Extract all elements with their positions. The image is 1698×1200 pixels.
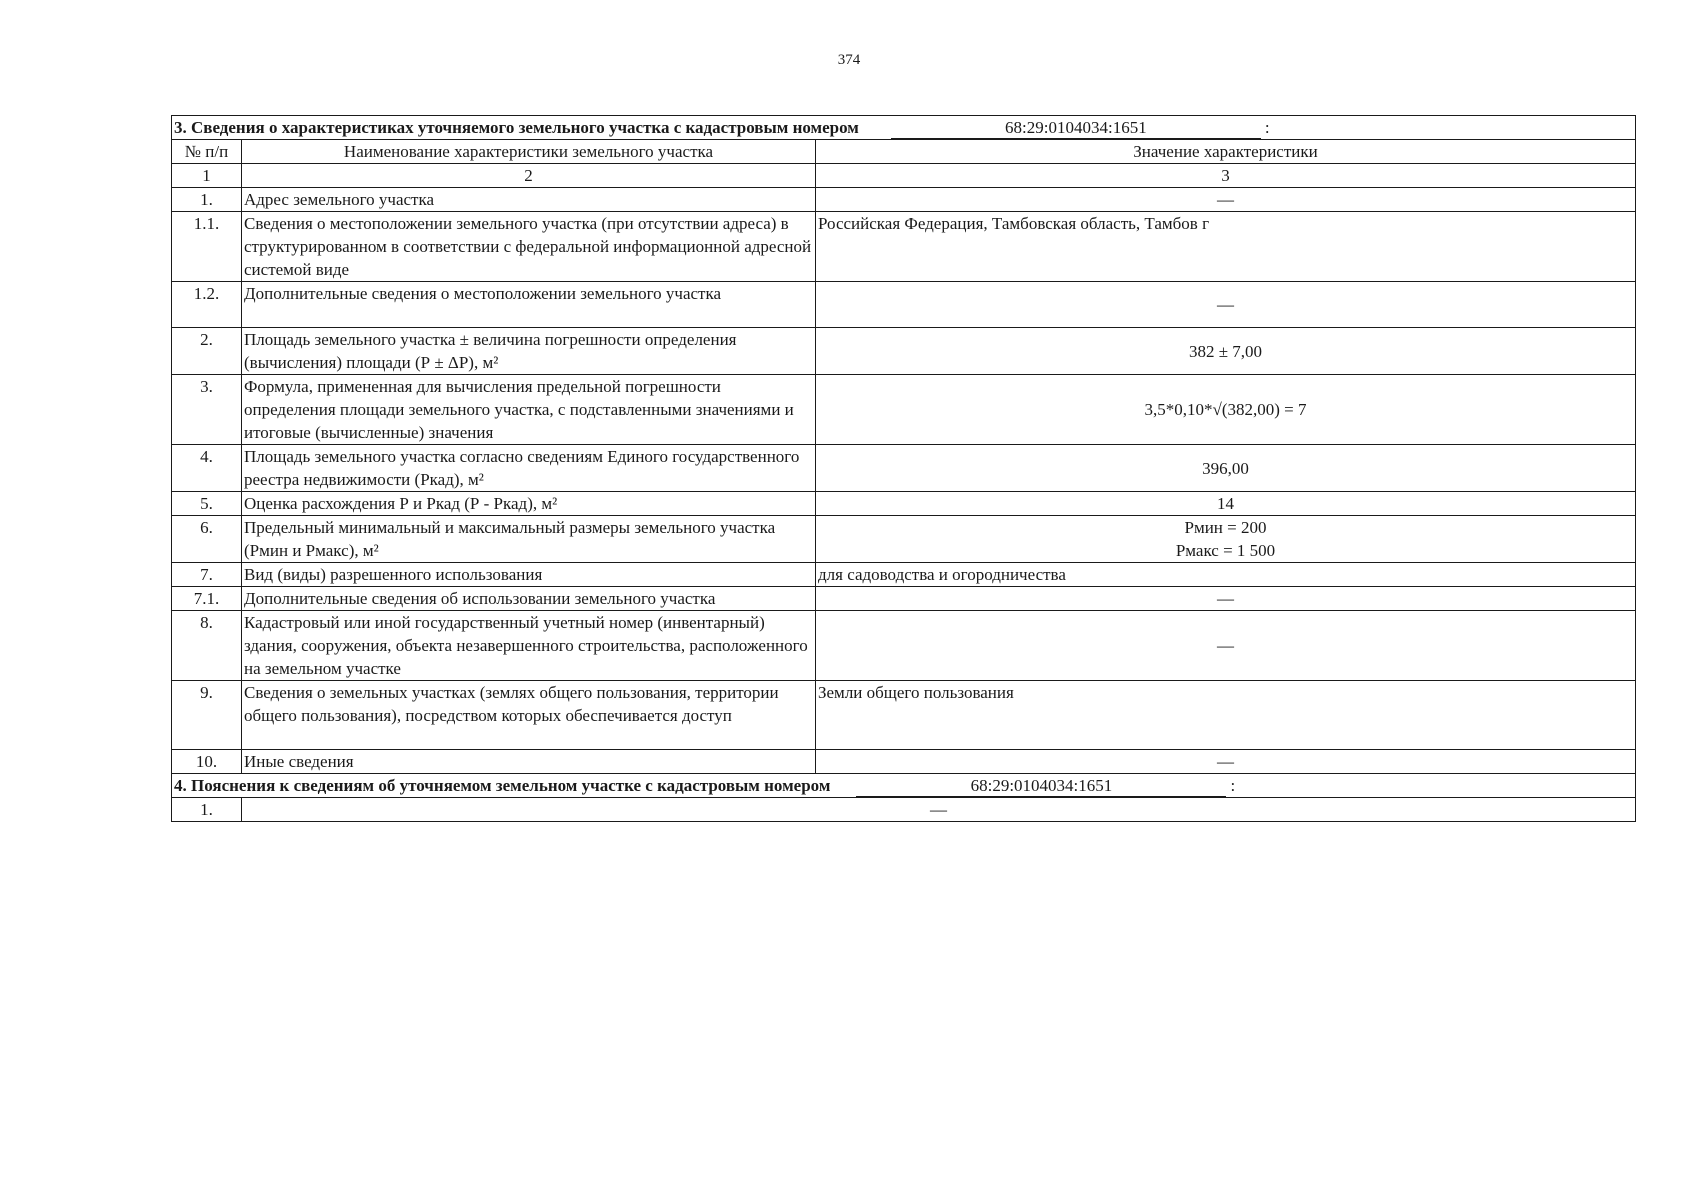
section3-title-row [172,116,1636,140]
row-number: 1.2. [172,282,242,328]
table-row [172,282,1636,328]
table-row [172,563,1636,587]
row-name: Площадь земельного участка согласно сведениям Единого государственного реестра недвижимости (Ркад), м² [242,445,816,492]
row-name: Площадь земельного участка ± величина погрешности определения (вычисления) площади (Р ± ΔР), м² [242,328,816,375]
row-name: Дополнительные сведения об использовании земельного участка [242,587,816,611]
row-value: 396,00 [816,445,1636,492]
header-value: Значение характеристики [816,140,1636,164]
row-number: 2. [172,328,242,375]
row-value: для садоводства и огородничества [816,563,1636,587]
table-row [172,375,1636,445]
row-value: 3,5*0,10*√(382,00) = 7 [816,375,1636,445]
row-value: — [816,587,1636,611]
row-name: Оценка расхождения Р и Ркад (Р - Ркад), м² [242,492,816,516]
row-name: Кадастровый или иной государственный учетный номер (инвентарный) здания, сооружения, объекта незавершенного строительства, расположенного на земельном участке [242,611,816,681]
row-number: 1. [172,798,242,822]
row-number: 8. [172,611,242,681]
row-value: 14 [816,492,1636,516]
row-name: Адрес земельного участка [242,188,816,212]
section4-title-row [172,774,1636,798]
row-name: Дополнительные сведения о местоположении земельного участка [242,282,816,328]
row-name: Формула, примененная для вычисления предельной погрешности определения площади земельного участка, с подставленными значениями и итоговые (вычисленные) значения [242,375,816,445]
page-number: 374 [837,52,861,68]
header-name: Наименование характеристики земельного участка [242,140,816,164]
table-row [172,212,1636,282]
row-name: Сведения о земельных участках (землях общего пользования, территории общего пользования), посредством которых обеспечивается доступ [242,681,816,750]
row-value: Российская Федерация, Тамбовская область, Тамбов г [816,212,1636,282]
row-value: Земли общего пользования [816,681,1636,750]
table-row [172,611,1636,681]
row-number: 7.1. [172,587,242,611]
row-number: 10. [172,750,242,774]
min-size-value: Рмин = 200 [1184,518,1267,537]
header-num: № п/п [172,140,242,164]
row-number: 7. [172,563,242,587]
section4-colon: : [1230,776,1236,795]
row-number: 6. [172,516,242,563]
table-row [172,750,1636,774]
table-row [172,445,1636,492]
section3-title-text: 3. Сведения о характеристиках уточняемого земельного участка с кадастровым номером [174,118,859,137]
column-number-2: 2 [242,164,816,188]
row-number: 1.1. [172,212,242,282]
table-header-row [172,140,1636,164]
row-value: — [816,282,1636,328]
row-number: 4. [172,445,242,492]
table-row [172,188,1636,212]
row-value: — [816,188,1636,212]
column-numbers-row [172,164,1636,188]
section4-title-text: 4. Пояснения к сведениям об уточняемом земельном участке с кадастровым номером [174,776,831,795]
row-value: 382 ± 7,00 [816,328,1636,375]
row-number: 3. [172,375,242,445]
section3-colon: : [1264,118,1270,137]
table-row [172,516,1636,563]
row-value: — [816,611,1636,681]
row-number: 5. [172,492,242,516]
column-number-3: 3 [816,164,1636,188]
table-row [172,492,1636,516]
table-row [172,328,1636,375]
row-name: Сведения о местоположении земельного участка (при отсутствии адреса) в структурированном в соответствии с федеральной информационной адресной системой виде [242,212,816,282]
table-row [172,587,1636,611]
row-number: 9. [172,681,242,750]
section3-title [172,116,1636,140]
row-name: Вид (виды) разрешенного использования [242,563,816,587]
row-name: Иные сведения [242,750,816,774]
row-name: Предельный минимальный и максимальный размеры земельного участка (Рмин и Рмакс), м² [242,516,816,563]
section3-cadastral-number: 68:29:0104034:1651 [891,118,1261,139]
max-size-value: Рмакс = 1 500 [1175,541,1276,560]
row-value [816,516,1636,563]
table-row [172,798,1636,822]
section4-title [172,774,1636,798]
table-row [172,681,1636,750]
row-number: 1. [172,188,242,212]
land-plot-characteristics-table [171,115,1636,822]
section4-cadastral-number: 68:29:0104034:1651 [856,776,1226,797]
column-number-1: 1 [172,164,242,188]
row-value: — [242,798,1636,822]
row-value: — [816,750,1636,774]
